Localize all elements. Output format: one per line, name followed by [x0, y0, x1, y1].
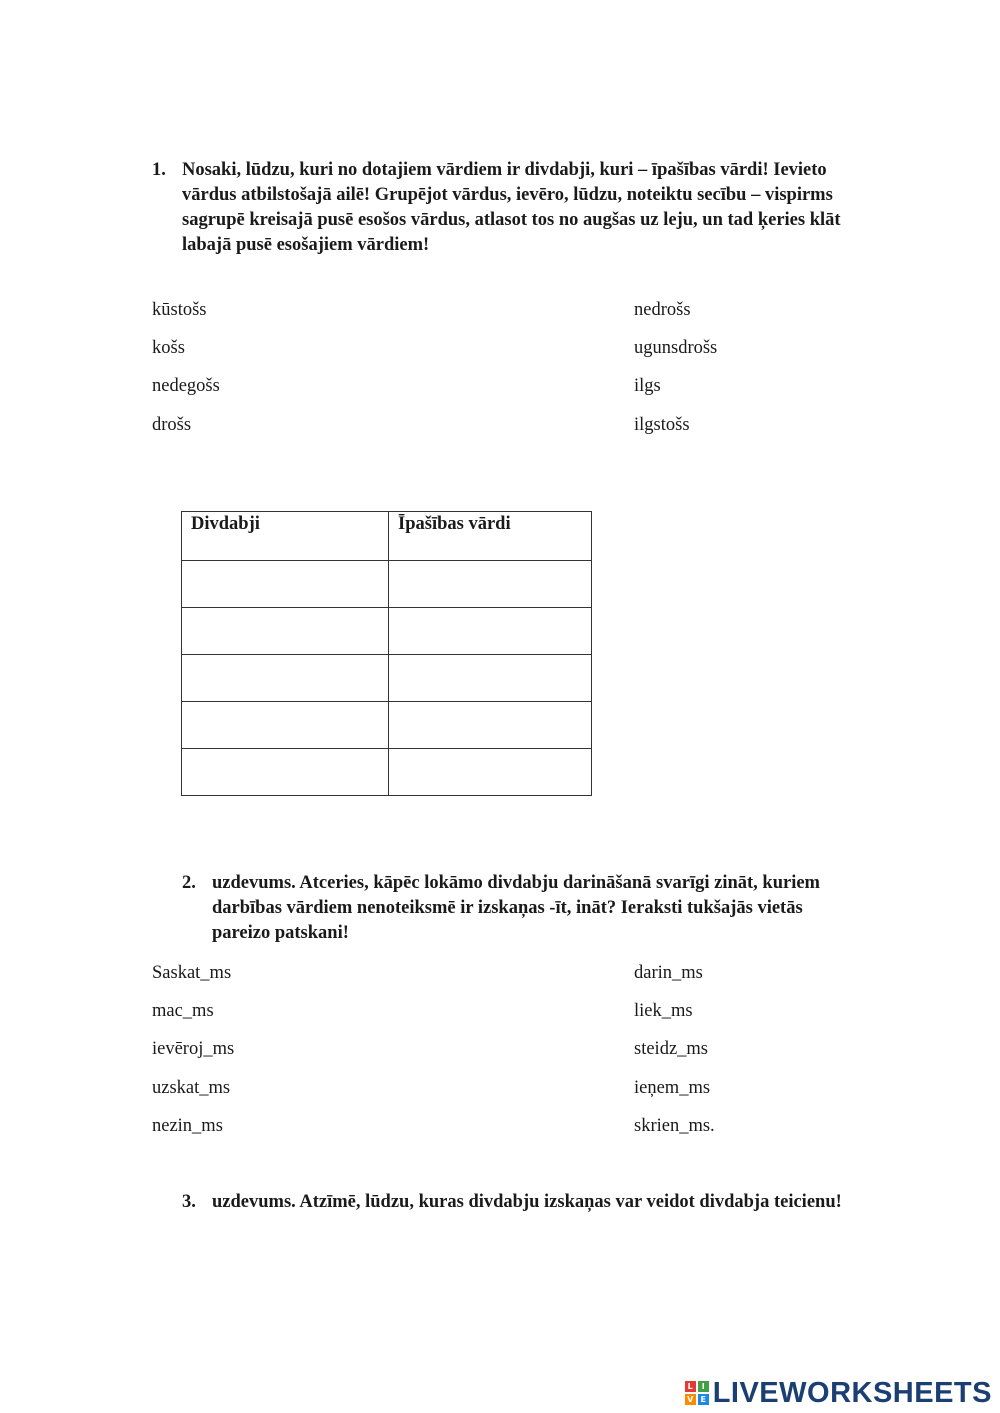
task-1-instruction — [152, 158, 842, 258]
answer-cell-ipasibas[interactable] — [389, 608, 592, 655]
table-row — [182, 608, 592, 655]
liveworksheets-brand — [685, 1376, 992, 1410]
table-row — [182, 655, 592, 702]
logo-tile: V — [685, 1394, 696, 1405]
logo-tile: L — [685, 1381, 696, 1392]
task-2-left-word: ievēroj_ms — [152, 1039, 235, 1059]
logo-tile: E — [698, 1394, 709, 1405]
task-1-right-word: ilgstošs — [634, 415, 690, 435]
header-ipasibas-vardi: Īpašības vārdi — [389, 512, 592, 561]
answer-cell-ipasibas[interactable] — [389, 702, 592, 749]
table-row — [182, 561, 592, 608]
answer-cell-divdabji[interactable] — [182, 561, 389, 608]
task-2-number: 2. — [182, 873, 196, 893]
task-2-text: uzdevums. Atceries, kāpēc lokāmo divdabju darināšanā svarīgi zināt, kuriem darbības vārdiem nenoteiksmē ir izskaņas -īt, ināt? Ieraksti tukšajās vietās pareizo patskani! — [212, 873, 820, 943]
task-1-left-word: nedegošs — [152, 376, 220, 396]
answer-cell-ipasibas[interactable] — [389, 561, 592, 608]
task-1-right-word: nedrošs — [634, 300, 691, 320]
task-1-right-word: ilgs — [634, 376, 661, 396]
answer-cell-ipasibas[interactable] — [389, 749, 592, 796]
answer-cell-divdabji[interactable] — [182, 749, 389, 796]
task-1-left-word: košs — [152, 338, 185, 358]
task-1-left-word: kūstošs — [152, 300, 207, 320]
task-3-number: 3. — [182, 1192, 196, 1212]
task-2-left-word: uzskat_ms — [152, 1078, 231, 1098]
task-2-right-word: liek_ms — [634, 1001, 693, 1021]
task-1-text: Nosaki, lūdzu, kuri no dotajiem vārdiem ir divdabji, kuri – īpašības vārdi! Ievieto vārdus atbilstošajā ailē! Grupējot vārdus, ievēro, lūdzu, noteiktu secību – vispirms sagrupē kreisajā pusē esošos vārdus, atlasot tos no augšas uz leju, un tad ķeries klāt labajā pusē esošajiem vārdiem! — [182, 160, 841, 255]
brand-name: LIVEWORKSHEETS — [712, 1376, 992, 1409]
answer-table-header — [182, 512, 592, 561]
task-2-right-word: steidz_ms — [634, 1039, 708, 1059]
task-1-right-word: ugunsdrošs — [634, 338, 718, 358]
table-row — [182, 749, 592, 796]
task-3-text: uzdevums. Atzīmē, lūdzu, kuras divdabju izskaņas var veidot divdabja teicienu! — [212, 1192, 842, 1212]
answer-cell-divdabji[interactable] — [182, 608, 389, 655]
liveworksheets-logo-icon — [685, 1381, 709, 1405]
answer-cell-divdabji[interactable] — [182, 655, 389, 702]
header-divdabji: Divdabji — [182, 512, 389, 561]
answer-cell-ipasibas[interactable] — [389, 655, 592, 702]
task-1-left-word: drošs — [152, 415, 192, 435]
table-row — [182, 702, 592, 749]
answer-cell-divdabji[interactable] — [182, 702, 389, 749]
task-1-number: 1. — [152, 160, 166, 180]
task-2-left-word: Saskat_ms — [152, 963, 232, 983]
task-2-right-word: darin_ms — [634, 963, 703, 983]
task-3-instruction — [182, 1190, 842, 1215]
task-2-left-word: nezin_ms — [152, 1116, 223, 1136]
answer-table — [181, 511, 592, 796]
task-2-right-word: ieņem_ms — [634, 1078, 711, 1098]
logo-tile: I — [698, 1381, 709, 1392]
task-2-right-word: skrien_ms. — [634, 1116, 715, 1136]
task-2-left-word: mac_ms — [152, 1001, 214, 1021]
task-2-instruction — [182, 871, 842, 946]
